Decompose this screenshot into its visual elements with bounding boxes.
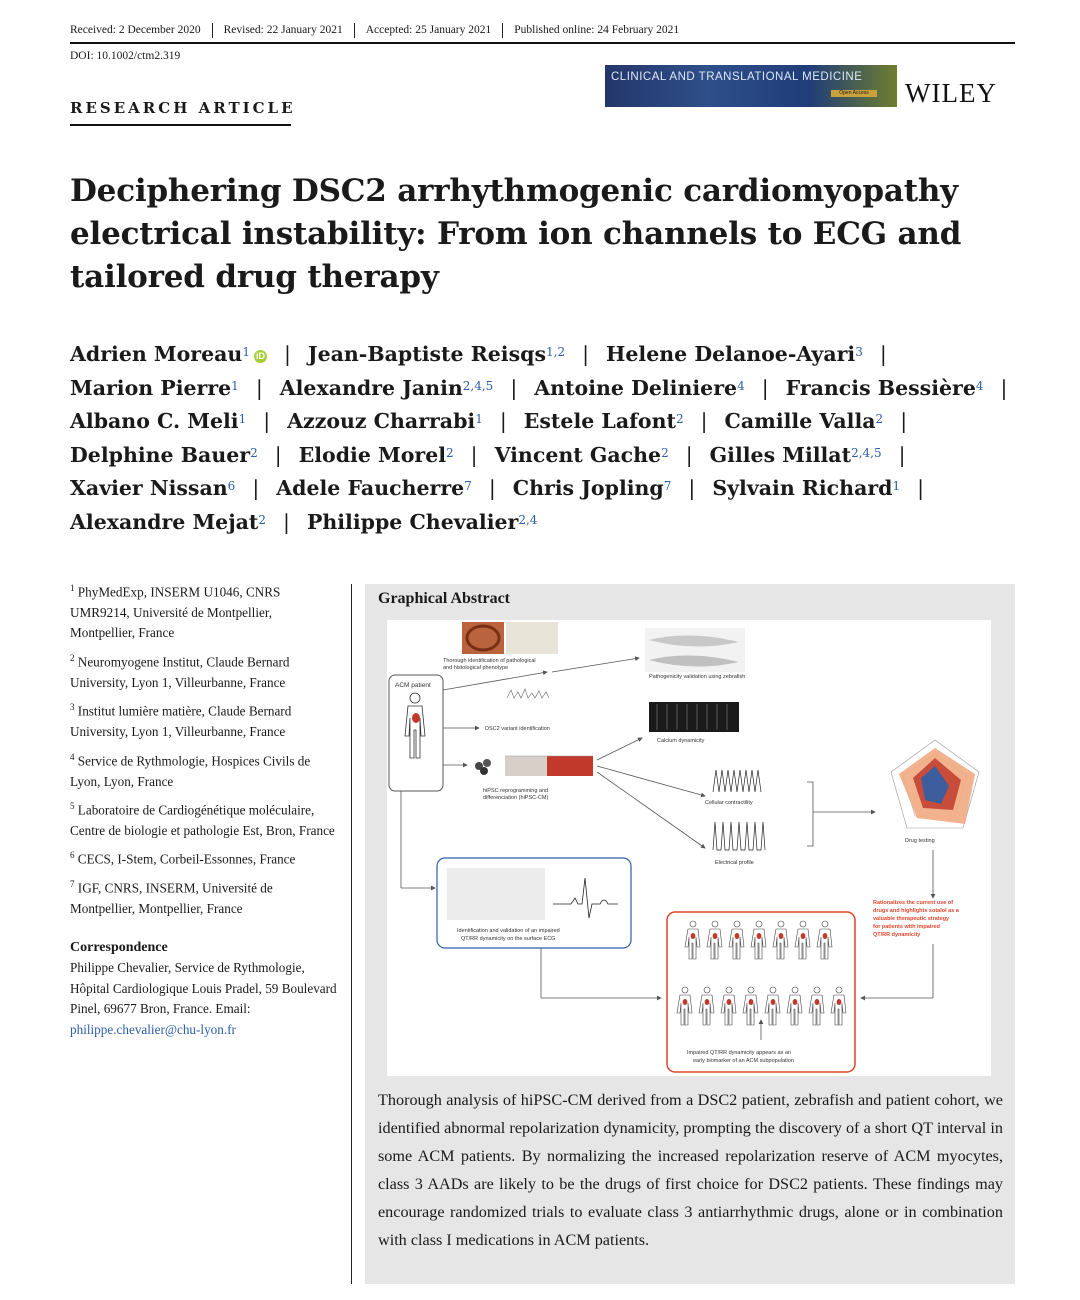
author-name-text: Marion Pierre: [70, 375, 232, 400]
author-separator: |: [510, 375, 518, 400]
author-name[interactable]: [534, 376, 744, 400]
acm-patient-label: ACM patient: [395, 682, 431, 689]
author-name[interactable]: [606, 342, 863, 366]
graphical-abstract-summary: Thorough analysis of hiPSC-CM derived from a DSC2 patient, zebrafish and patient cohort, we identified abnormal repolarization dynamicity, prompting the discovery of a short QT interval in some ACM patients. By normalizing the increased repolarization reserve of ACM myocytes, class 3 AADs are likely to be the drugs of first choice for DSC2 patients. These findings may encourage randomized trials to evaluate class 3 antiarrhythmic drugs, alone or in combination with class I medications in ACM patients.: [378, 1091, 1003, 1249]
patho-validation-label: Pathogenicity validation using zebrafish: [649, 674, 746, 680]
author-affiliation-marker[interactable]: 4: [737, 378, 745, 393]
affiliation-item: [70, 796, 340, 841]
affiliation-item: [70, 648, 340, 693]
author-affiliation-marker[interactable]: 2: [446, 445, 454, 460]
affiliation-list: [70, 578, 340, 920]
author-affiliation-marker[interactable]: 2,4,5: [462, 378, 494, 393]
author-affiliation-marker[interactable]: 1: [231, 378, 239, 393]
author-name-text: Alexandre Janin: [279, 375, 463, 400]
article-history: [70, 20, 1015, 40]
author-separator: |: [582, 342, 590, 366]
hipsc-label: hiPSC reprogramming and differenciation (hiPSC-CM): [483, 788, 549, 801]
column-divider: [351, 584, 352, 1284]
author-affiliation-marker[interactable]: 1: [892, 479, 901, 493]
author-affiliation-marker[interactable]: 7: [464, 479, 472, 493]
author-separator: |: [917, 476, 925, 500]
author-name[interactable]: [495, 443, 669, 467]
author-affiliation-marker[interactable]: 2,4,5: [851, 445, 882, 460]
biomarker-label: Impaired QT/RR dynamicity appears as an early biomarker of an ACM subpopulation: [687, 1050, 794, 1064]
graphical-abstract-figure: [387, 620, 991, 1076]
author-name[interactable]: [70, 342, 267, 366]
author-name[interactable]: [287, 409, 483, 433]
affiliation-text: Neuromyogene Institut, Claude Bernard University, Lyon 1, Villeurbanne, France: [70, 654, 290, 690]
author-affiliation-marker[interactable]: 2: [250, 445, 258, 460]
author-name[interactable]: [280, 376, 494, 400]
author-name[interactable]: [524, 409, 684, 433]
author-name-text: Antoine Deliniere: [534, 375, 738, 400]
accepted-date: Accepted: 25 January 2021: [365, 24, 492, 36]
author-separator: |: [470, 442, 478, 467]
received-date: Received: 2 December 2020: [70, 24, 201, 36]
author-name[interactable]: [710, 443, 882, 467]
affiliation-item: [70, 697, 340, 742]
header-rule: [70, 42, 1015, 44]
author-name[interactable]: [307, 510, 538, 534]
patient-icon: [773, 921, 788, 959]
author-affiliation-marker[interactable]: 1: [238, 412, 247, 426]
hipsc-cells-icon: [475, 759, 491, 775]
author-name-text: Camille Valla: [724, 409, 876, 433]
author-name-text: Philippe Chevalier: [306, 509, 519, 534]
author-name-text: Alexandre Mejat: [70, 509, 259, 534]
author-name-text: Adele Faucherre: [276, 476, 465, 500]
author-name[interactable]: [70, 476, 235, 500]
author-separator: |: [263, 409, 271, 433]
author-name[interactable]: [70, 409, 246, 433]
author-separator: |: [255, 375, 263, 400]
affiliation-item: [70, 845, 340, 870]
author-name[interactable]: [70, 443, 258, 467]
author-separator: |: [900, 409, 908, 433]
affiliation-text: Laboratoire de Cardiogénétique moléculaire, Centre de biologie et pathologie Est, Bron, France: [70, 802, 335, 838]
author-affiliation-marker[interactable]: 2: [258, 512, 267, 527]
sequence-chromatogram: [507, 689, 549, 698]
dsc2-variant-label: DSC2 variant identification: [485, 726, 550, 732]
patient-icon: [751, 921, 766, 959]
patient-icon: [707, 921, 722, 959]
author-name[interactable]: [276, 476, 472, 500]
patient-icon: [809, 987, 824, 1025]
patient-icon: [817, 921, 832, 959]
patient-icon: [743, 987, 758, 1025]
author-name[interactable]: [725, 409, 884, 433]
author-separator: |: [688, 476, 696, 500]
open-access-badge: Open Access: [831, 90, 877, 97]
correspondence-heading: Correspondence: [70, 939, 168, 955]
journal-title: CLINICAL AND TRANSLATIONAL MEDICINE: [611, 71, 863, 83]
affiliation-item: [70, 578, 340, 644]
author-affiliation-marker[interactable]: 2: [675, 412, 684, 426]
patient-icon: [677, 987, 692, 1025]
author-affiliation-marker[interactable]: 1: [475, 412, 483, 426]
drug-testing-label: Drug testing: [905, 838, 935, 844]
author-name-text: Sylvain Richard: [712, 476, 893, 500]
author-separator: |: [283, 342, 291, 366]
published-date: Published online: 24 February 2021: [514, 24, 680, 36]
affiliation-number: 6: [70, 850, 75, 861]
bracket: [807, 782, 813, 846]
author-separator: |: [283, 509, 290, 534]
author-name-text: Francis Bessière: [785, 375, 976, 400]
patient-icon: [787, 987, 802, 1025]
author-affiliation-marker[interactable]: 1,2: [546, 345, 566, 359]
orcid-icon[interactable]: iD: [255, 351, 265, 361]
cardiomyocyte-differentiation-image: [505, 756, 593, 776]
contractility-label: Cellular contractility: [705, 800, 753, 806]
correspondence-address: Philippe Chevalier, Service de Rythmologie, Hôpital Cardiologique Louis Pradel, 59 Boulevard Pinel, 69677 Bron, France.: [70, 960, 337, 1017]
author-name-text: Adrien Moreau: [70, 342, 243, 366]
patient-icon: [831, 987, 846, 1025]
author-affiliation-marker[interactable]: 7: [663, 479, 672, 493]
affiliation-number: 2: [70, 652, 75, 663]
divider: [212, 23, 213, 38]
author-name[interactable]: [70, 510, 266, 534]
affiliation-item: [70, 747, 340, 792]
thorough-label: Thorough identification of pathological and histological phenotype: [443, 658, 536, 671]
electrical-trace: [713, 822, 765, 850]
author-name-text: Gilles Millat: [709, 442, 852, 467]
author-separator: |: [252, 476, 260, 500]
author-name[interactable]: [712, 476, 900, 500]
patient-icon: [795, 921, 810, 959]
affiliation-number: 7: [70, 879, 75, 890]
email-label: Email:: [215, 1001, 251, 1017]
author-name[interactable]: [786, 376, 984, 400]
patient-icon: [699, 987, 714, 1025]
patient-silhouette-icon: [405, 693, 425, 758]
ecg-beat-icon: [553, 878, 618, 918]
author-separator: |: [761, 375, 769, 400]
author-name[interactable]: [513, 476, 672, 500]
author-separator: |: [1000, 375, 1008, 400]
affiliation-text: Institut lumière matière, Claude Bernard University, Lyon 1, Villeurbanne, France: [70, 703, 292, 740]
author-name-text: Xavier Nissan: [70, 476, 228, 500]
calcium-label: Calcium dynamicity: [657, 738, 705, 744]
author-affiliation-marker[interactable]: 4: [975, 378, 984, 393]
affiliation-number: 3: [70, 702, 75, 713]
author-name-text: Vincent Gache: [494, 442, 662, 467]
author-list: [70, 338, 1030, 539]
patient-icon: [729, 921, 744, 959]
author-name[interactable]: [70, 376, 239, 400]
electrical-label: Electrical profile: [715, 860, 754, 866]
author-name-text: Albano C. Meli: [70, 409, 239, 433]
author-separator: |: [499, 409, 507, 433]
author-name-text: Chris Jopling: [512, 476, 664, 500]
author-affiliation-marker[interactable]: 2: [661, 445, 669, 460]
affiliation-text: IGF, CNRS, INSERM, Université de Montpellier, Montpellier, France: [70, 880, 273, 917]
correspondence-text: [70, 958, 340, 1040]
affiliation-text: Service de Rythmologie, Hospices Civils de Lyon, Lyon, France: [70, 753, 311, 789]
affiliation-number: 1: [70, 583, 75, 593]
author-name[interactable]: [299, 443, 454, 467]
divider: [354, 23, 355, 38]
patient-icon: [765, 987, 780, 1025]
doi[interactable]: DOI: 10.1002/ctm2.319: [70, 50, 181, 62]
drug-testing-radar: [891, 740, 979, 828]
patient-icon: [685, 921, 700, 959]
section-label: RESEARCH ARTICLE: [70, 99, 296, 117]
author-name-text: Azzouz Charrabi: [287, 409, 476, 433]
patient-cohort-icons: [677, 921, 846, 1025]
affiliation-text: PhyMedExp, INSERM U1046, CNRS UMR9214, Université de Montpellier, Montpellier, France: [70, 584, 281, 641]
author-separator: |: [274, 442, 282, 467]
author-name-text: Elodie Morel: [298, 442, 447, 467]
qt-ecg-label: Identification and validation of an impaired QT/RR dynamicity on the surface ECG: [457, 928, 560, 942]
author-separator: |: [488, 476, 496, 500]
contractility-trace: [713, 770, 761, 792]
ecg-strip-image: [447, 868, 545, 920]
red-note: Rationalizes the current use of drugs and highlights sotalol as a valuable therapeutic strategy for patients with impaired QT/RR dynamicity: [873, 900, 959, 938]
author-affiliation-marker[interactable]: 3: [855, 345, 863, 359]
affiliations: [70, 578, 340, 1040]
author-name-text: Estele Lafont: [523, 409, 676, 433]
author-affiliation-marker[interactable]: 2: [875, 412, 884, 426]
calcium-image: [649, 702, 739, 732]
revised-date: Revised: 22 January 2021: [223, 24, 343, 36]
affiliation-text: CECS, I-Stem, Corbeil-Essonnes, France: [74, 851, 296, 867]
email-link[interactable]: philippe.chevalier@chu-lyon.fr: [70, 1021, 236, 1037]
publisher-logo[interactable]: WILEY: [905, 78, 997, 108]
histology-section-image: [506, 622, 558, 654]
article-title: Deciphering DSC2 arrhythmogenic cardiomyopathy electrical instability: From ion channels to ECG and tailored drug therapy: [70, 173, 962, 295]
author-name-text: Jean-Baptiste Reisqs: [307, 342, 546, 366]
author-affiliation-marker[interactable]: 1: [242, 345, 250, 359]
affiliation-number: 5: [70, 801, 75, 812]
author-affiliation-marker[interactable]: 2,4: [518, 512, 538, 527]
author-separator: |: [685, 442, 693, 467]
author-separator: |: [898, 442, 906, 467]
zebrafish-image: [645, 628, 745, 672]
author-affiliation-marker[interactable]: 6: [227, 479, 236, 493]
author-name[interactable]: [308, 342, 565, 366]
affiliation-number: 4: [70, 751, 75, 762]
section-underline: [70, 124, 291, 126]
patient-icon: [721, 987, 736, 1025]
author-separator: |: [700, 409, 708, 433]
journal-banner[interactable]: [605, 65, 897, 107]
divider: [502, 23, 503, 38]
affiliation-item: [70, 874, 340, 919]
author-name-text: Helene Delanoe-Ayari: [606, 342, 856, 366]
graphical-abstract-heading: Graphical Abstract: [378, 590, 510, 607]
author-separator: |: [879, 342, 887, 366]
author-name-text: Delphine Bauer: [70, 442, 251, 467]
